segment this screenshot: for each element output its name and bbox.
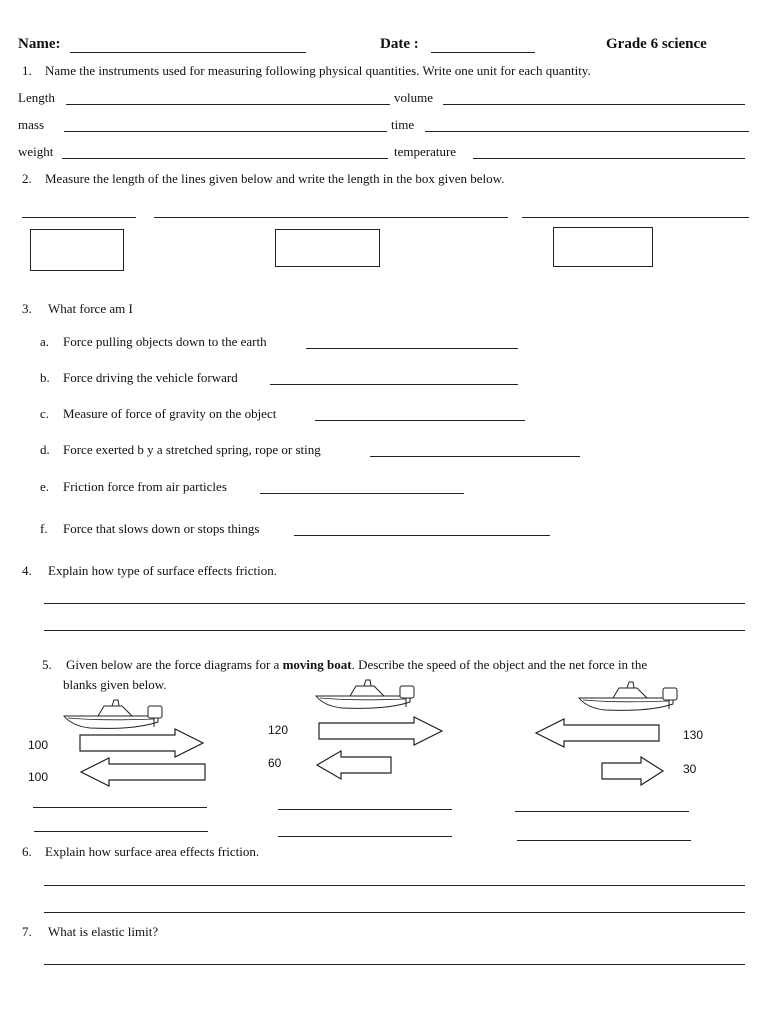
q3c-letter: c. xyxy=(40,406,50,421)
q1-text: Name the instruments used for measuring following physical quantities. Write one unit for each quantity. xyxy=(45,63,591,78)
force-value-1-right: 100 xyxy=(28,738,49,752)
q1-answer-volume[interactable] xyxy=(443,104,745,105)
q1-label-weight: weight xyxy=(18,144,54,159)
name-field[interactable] xyxy=(70,52,306,53)
q3e-letter: e. xyxy=(40,479,50,494)
q1-label-volume: volume xyxy=(394,90,433,105)
q3b-text: Force driving the vehicle forward xyxy=(63,370,238,385)
q1-number: 1. xyxy=(22,63,32,78)
q5-text-line2: blanks given below. xyxy=(63,677,167,692)
measure-line-1 xyxy=(22,217,136,218)
q1-label-length: Length xyxy=(18,90,55,105)
q7-answer-line[interactable] xyxy=(44,964,745,965)
measure-line-2 xyxy=(154,217,508,218)
q4-answer-line-2[interactable] xyxy=(44,630,745,631)
grade-title: Grade 6 science xyxy=(606,36,707,52)
q3f-letter: f. xyxy=(40,521,48,536)
boat-icon xyxy=(314,680,418,710)
q3b-answer[interactable] xyxy=(270,384,518,385)
q5-answer-3a[interactable] xyxy=(515,811,689,812)
q1-answer-mass[interactable] xyxy=(64,131,387,132)
arrow-right-icon xyxy=(318,716,444,746)
q3a-text: Force pulling objects down to the earth xyxy=(63,334,267,349)
q4-answer-line-1[interactable] xyxy=(44,603,745,604)
q3c-answer[interactable] xyxy=(315,420,525,421)
q2-number: 2. xyxy=(22,171,32,186)
q7-number: 7. xyxy=(22,924,32,939)
q3-title: What force am I xyxy=(48,301,133,316)
q3f-answer[interactable] xyxy=(294,535,550,536)
q1-answer-length[interactable] xyxy=(66,104,390,105)
q5-emphasis: moving boat xyxy=(282,657,352,672)
force-value-2-left: 60 xyxy=(268,756,282,770)
q1-label-mass: mass xyxy=(18,117,44,132)
force-value-2-right: 120 xyxy=(268,723,289,737)
q6-answer-line-1[interactable] xyxy=(44,885,745,886)
q4-number: 4. xyxy=(22,563,32,578)
q5-number: 5. xyxy=(42,657,52,672)
q5-answer-2b[interactable] xyxy=(278,836,452,837)
q2-text: Measure the length of the lines given below and write the length in the box given below. xyxy=(45,171,505,186)
date-label: Date : xyxy=(380,36,419,52)
arrow-right-icon xyxy=(601,756,665,786)
arrow-right-icon xyxy=(79,728,205,758)
date-field[interactable] xyxy=(431,52,535,53)
q3e-answer[interactable] xyxy=(260,493,464,494)
arrow-left-icon xyxy=(534,718,660,748)
arrow-left-icon xyxy=(79,757,206,787)
boat-icon xyxy=(62,700,166,730)
answer-box-3[interactable] xyxy=(553,227,653,267)
q4-text: Explain how type of surface effects friction. xyxy=(48,563,277,578)
q3d-letter: d. xyxy=(40,442,50,457)
force-value-1-left: 100 xyxy=(28,770,49,784)
q3e-text: Friction force from air particles xyxy=(63,479,227,494)
q5-answer-2a[interactable] xyxy=(278,809,452,810)
q7-text: What is elastic limit? xyxy=(48,924,159,939)
q3b-letter: b. xyxy=(40,370,50,385)
q3a-letter: a. xyxy=(40,334,50,349)
q3c-text: Measure of force of gravity on the object xyxy=(63,406,277,421)
q3d-answer[interactable] xyxy=(370,456,580,457)
q1-label-temperature: temperature xyxy=(394,144,457,159)
q6-number: 6. xyxy=(22,844,32,859)
q3f-text: Force that slows down or stops things xyxy=(63,521,260,536)
q6-answer-line-2[interactable] xyxy=(44,912,745,913)
q3a-answer[interactable] xyxy=(306,348,518,349)
q3-number: 3. xyxy=(22,301,32,316)
boat-icon xyxy=(577,682,681,712)
q1-label-time: time xyxy=(391,117,415,132)
arrow-left-icon xyxy=(315,750,393,780)
answer-box-2[interactable] xyxy=(275,229,380,267)
measure-line-3 xyxy=(522,217,749,218)
q5-text: Given below are the force diagrams for a moving boat. Describe the speed of the object and the net force in the xyxy=(66,657,648,672)
force-value-3-right: 30 xyxy=(683,762,697,776)
q5-answer-3b[interactable] xyxy=(517,840,691,841)
q1-answer-weight[interactable] xyxy=(62,158,388,159)
name-label: Name: xyxy=(18,36,61,52)
q5-answer-1a[interactable] xyxy=(33,807,207,808)
q5-answer-1b[interactable] xyxy=(34,831,208,832)
q6-text: Explain how surface area effects friction. xyxy=(45,844,260,859)
q1-answer-temperature[interactable] xyxy=(473,158,745,159)
q3d-text: Force exerted b y a stretched spring, rope or sting xyxy=(63,442,321,457)
answer-box-1[interactable] xyxy=(30,229,124,271)
force-value-3-left: 130 xyxy=(683,728,704,742)
q1-answer-time[interactable] xyxy=(425,131,749,132)
